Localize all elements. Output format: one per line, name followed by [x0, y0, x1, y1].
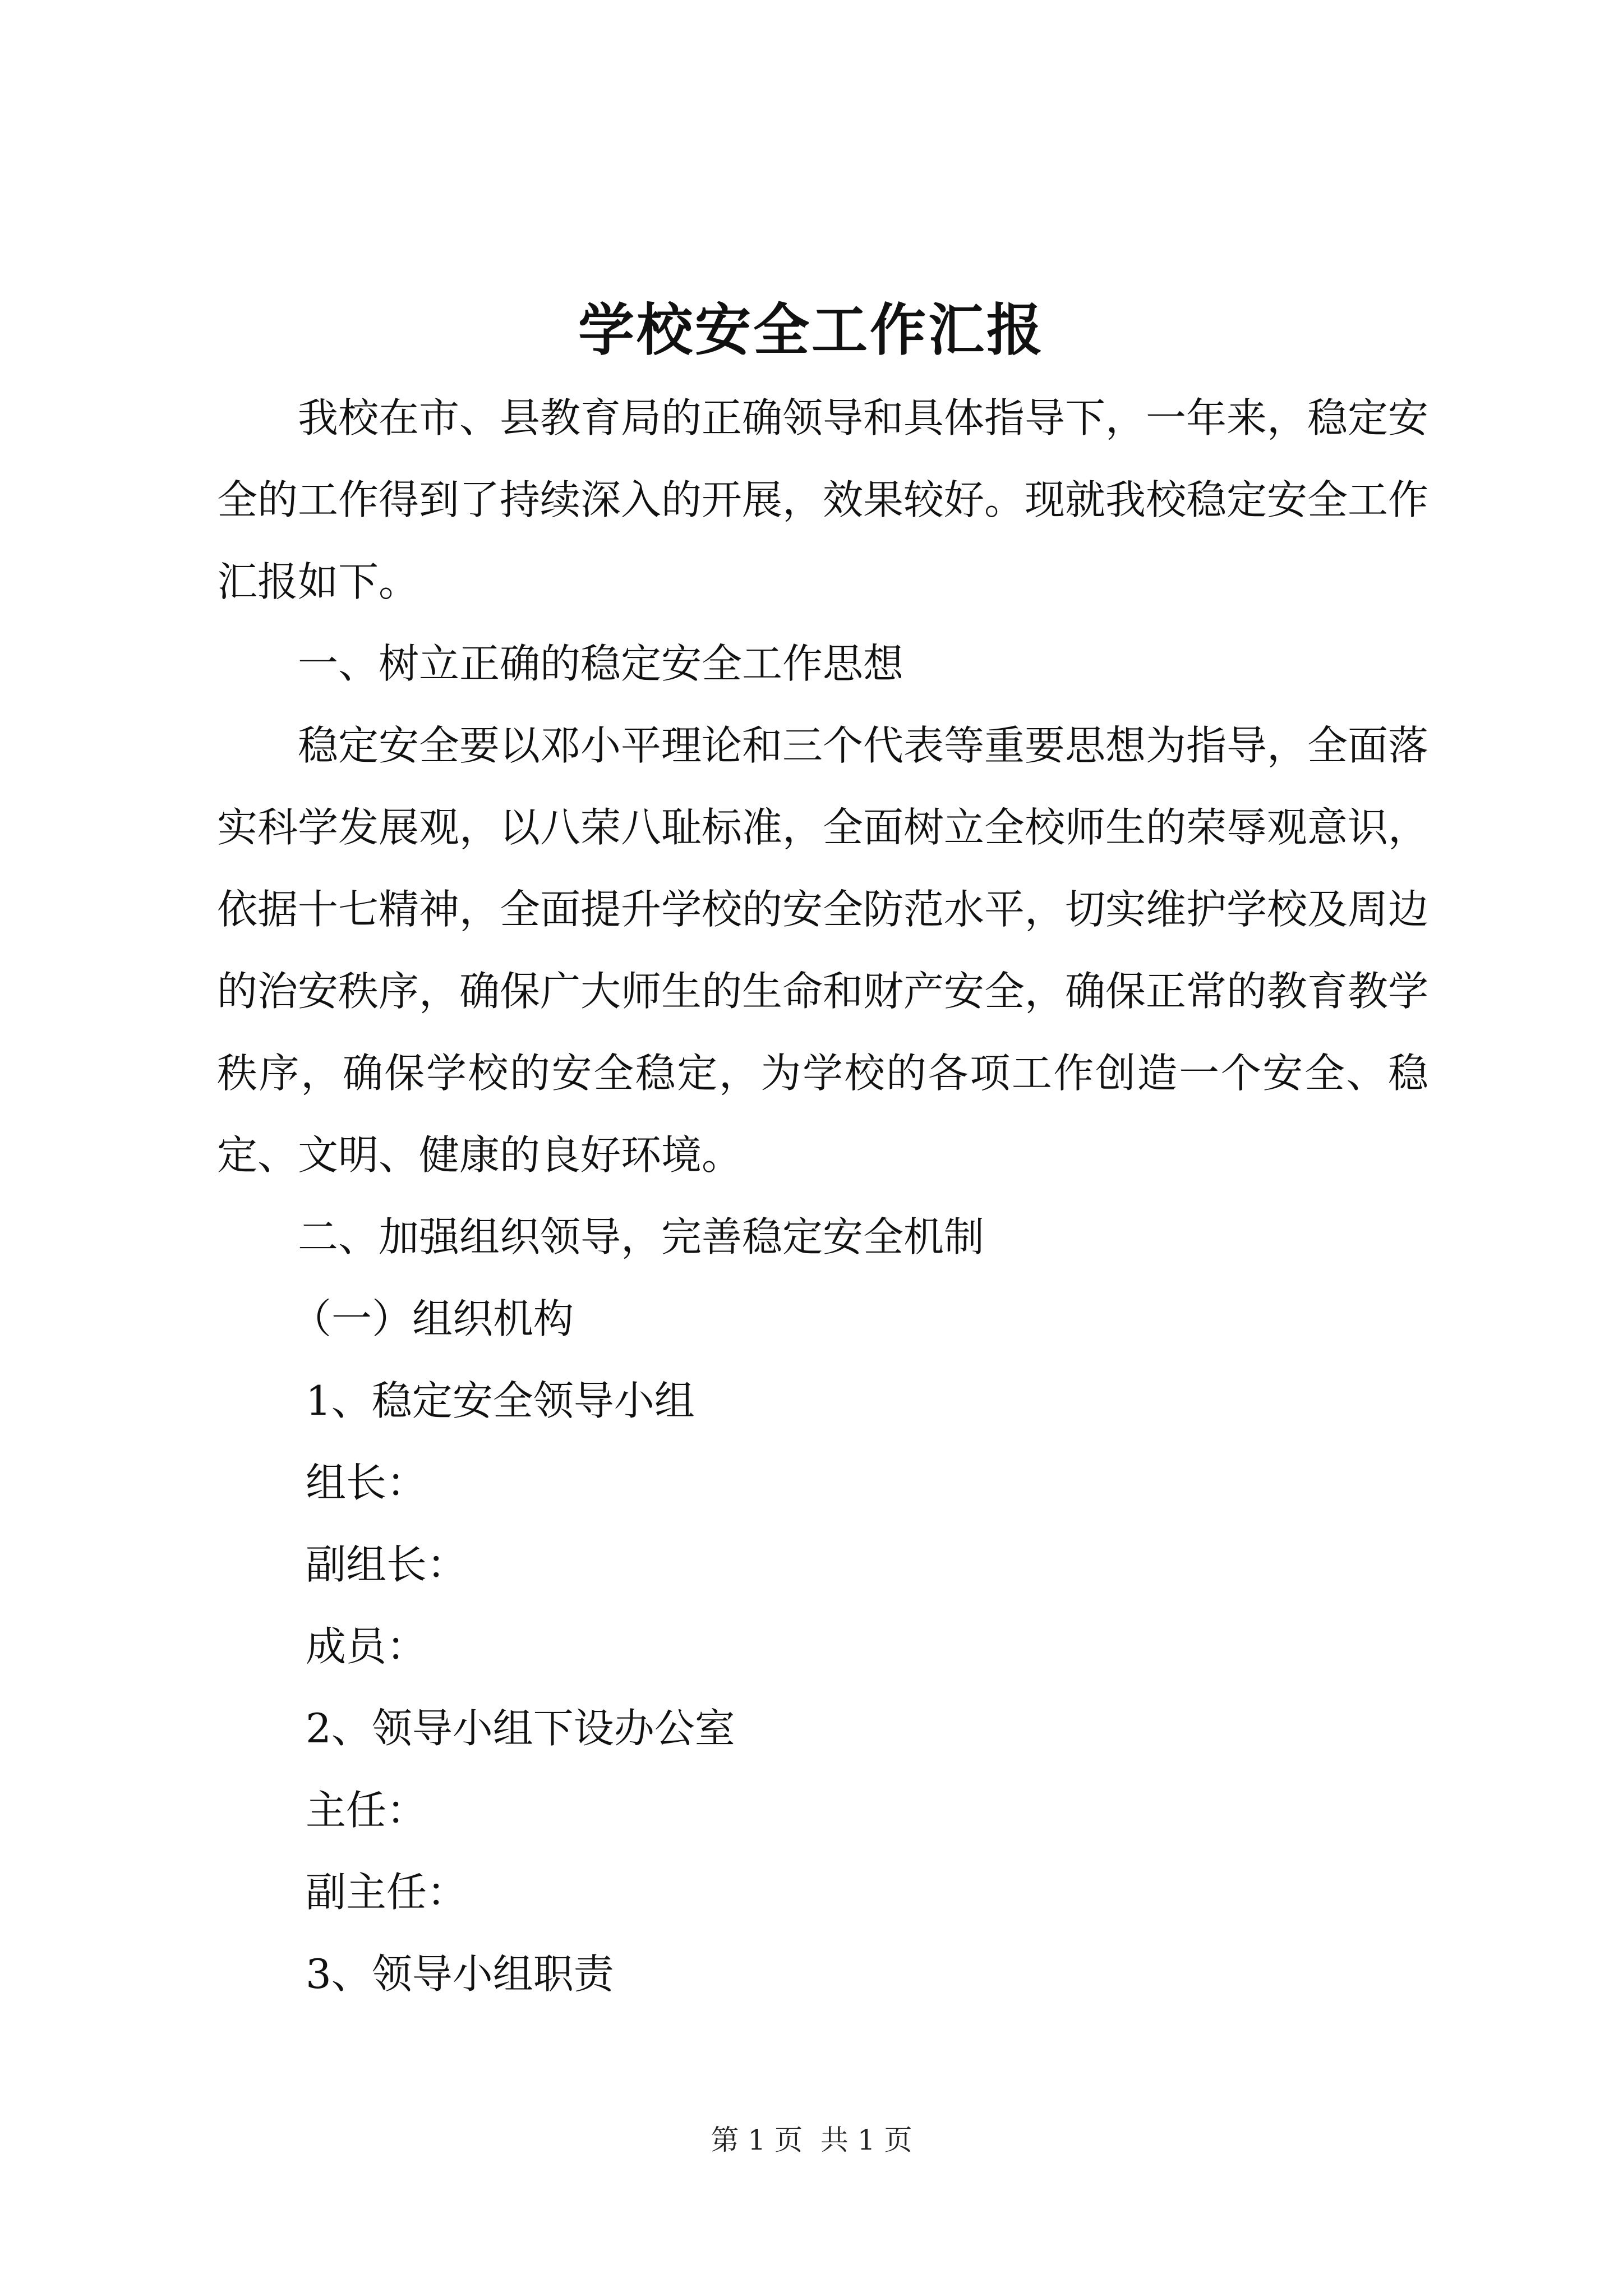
- page-number: 第 1 页 共 1 页: [711, 2124, 912, 2156]
- list-item: 副组长：: [306, 1541, 468, 1588]
- intro-paragraph: 我校在市、县教育局的正确领导和具体指导下，一年来，稳定安全的工作得到了持续深入的开展，效果较好。现就我校稳定安全工作汇报如下。: [217, 394, 1429, 605]
- section-heading-2: 二、加强组织领导，完善稳定安全机制: [298, 1213, 985, 1260]
- list-item: 2、领导小组下设办公室: [306, 1705, 735, 1752]
- list-item: 成员：: [306, 1623, 427, 1670]
- guideline-paragraph: 稳定安全要以邓小平理论和三个代表等重要思想为指导，全面落实科学发展观，以八荣八耻标准，全面树立全校师生的荣辱观意识，依据十七精神，全面提升学校的安全防范水平，切实维护学校及周边的治安秩序，确保广大师生的生命和财产安全，确保正常的教育教学秩序，确保学校的安全稳定，为学校的各项工作创造一个安全、稳定、文明、健康的良好环境。: [217, 722, 1429, 1179]
- list-item: 主任：: [306, 1787, 427, 1834]
- list-item: 3、领导小组职责: [306, 1950, 614, 1998]
- page-footer: [0, 2120, 1623, 2160]
- list-item: 组长：: [306, 1459, 427, 1506]
- list-item: 1、稳定安全领导小组: [306, 1377, 695, 1424]
- list-item: 副主任：: [306, 1869, 468, 1916]
- document-title: 学校安全工作汇报: [578, 297, 1045, 363]
- subsection-heading: （一）组织机构: [291, 1295, 574, 1342]
- section-heading-1: 一、树立正确的稳定安全工作思想: [298, 640, 904, 687]
- document-body: [217, 377, 1428, 2015]
